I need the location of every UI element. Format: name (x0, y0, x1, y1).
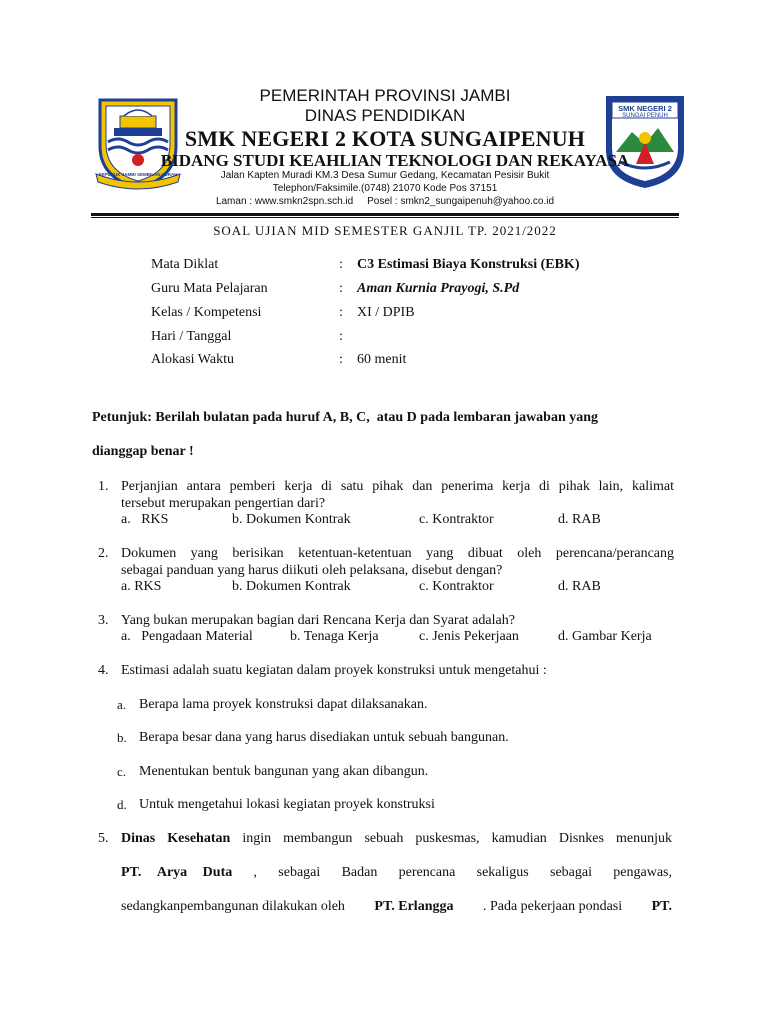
question-4-option-c[interactable]: Menentukan bentuk bangunan yang akan dibangun. (139, 764, 429, 779)
info-label: Alokasi Waktu (151, 352, 234, 367)
left-logo-ribbon: SEPUCUK JAMBI SEMBILAN LURAH (98, 172, 178, 177)
question-1-option-d[interactable]: d. RAB (558, 512, 601, 527)
info-label: Guru Mata Pelajaran (151, 281, 268, 296)
question-3-option-b[interactable]: b. Tenaga Kerja (290, 629, 379, 644)
question-5-contractor: PT. Erlangga (374, 899, 454, 914)
question-3-option-d[interactable]: d. Gambar Kerja (558, 629, 652, 644)
header-divider-thin (91, 217, 679, 218)
question-4-option-c-letter: c. (117, 764, 127, 779)
info-colon: : (339, 281, 343, 296)
info-colon: : (339, 257, 343, 272)
question-1-option-b[interactable]: b. Dokumen Kontrak (232, 512, 351, 527)
header-address: Jalan Kapten Muradi KM.3 Desa Sumur Gedang, Kecamatan Pesisir Bukit (220, 170, 550, 181)
info-row-teacher (151, 281, 631, 301)
exam-title: SOAL UJIAN MID SEMESTER GANJIL TP. 2021/2022 (213, 223, 557, 238)
question-5-planner: PT. Arya Duta (121, 865, 233, 880)
question-4-option-a[interactable]: Berapa lama proyek konstruksi dapat dilaksanakan. (139, 697, 428, 712)
question-5-number: 5. (98, 831, 109, 846)
question-4-option-d-letter: d. (117, 797, 127, 812)
instructions-line-2: dianggap benar ! (92, 444, 194, 459)
question-4-text-line-1: Estimasi adalah suatu kegiatan dalam proyek konstruksi untuk mengetahui : (121, 663, 547, 678)
question-1-option-a[interactable]: a. RKS (121, 512, 169, 527)
question-2-option-a[interactable]: a. RKS (121, 579, 162, 594)
info-value-duration: 60 menit (357, 352, 407, 367)
info-table (151, 257, 631, 377)
question-5-agency: Dinas Kesehatan (121, 831, 231, 846)
question-5-text-line-1 (121, 830, 672, 847)
question-4-option-a-letter: a. (117, 697, 127, 712)
question-2-number: 2. (98, 546, 109, 561)
right-logo-top-label: SMK NEGERI 2 (618, 104, 672, 113)
question-1-text-line-2: tersebut merupakan pengertian dari? (121, 496, 326, 511)
question-1-number: 1. (98, 479, 109, 494)
question-1-option-c[interactable]: c. Kontraktor (419, 512, 494, 527)
info-value-class: XI / DPIB (357, 305, 415, 320)
right-logo-sub-label: SUNGAI PENUH (622, 113, 668, 119)
question-3-option-a[interactable]: a. Pengadaan Material (121, 629, 253, 644)
question-5-text-part: ingin membangun sebuah puskesmas, kamudian Disnkes menunjuk (230, 831, 673, 846)
question-5-text-line-2: PT. Arya Duta , sebagai Badan perencana sekaligus sebagai pengawas, (121, 865, 672, 880)
question-4-option-d[interactable]: Untuk mengetahui lokasi kegiatan proyek konstruksi (139, 797, 435, 812)
question-2-option-d[interactable]: d. RAB (558, 579, 601, 594)
header-web: Laman : www.smkn2spn.sch.id Posel : smkn2_sungaipenuh@yahoo.co.id (215, 196, 555, 207)
question-5-text-part: sedangkanpembangunan dilakukan oleh (121, 899, 345, 914)
question-5-text-line-3 (121, 898, 672, 915)
question-2-text-line-2: sebagai panduan yang harus diikuti oleh pelaksana, disebut dengan? (121, 563, 503, 578)
header-line-1: PEMERINTAH PROVINSI JAMBI (259, 86, 511, 105)
question-2-option-c[interactable]: c. Kontraktor (419, 579, 494, 594)
info-colon: : (339, 352, 343, 367)
question-2-option-b[interactable]: b. Dokumen Kontrak (232, 579, 351, 594)
right-logo-year: 1965 (638, 172, 652, 178)
question-1-text-line-1: Perjanjian antara pemberi kerja di satu pihak dan penerima kerja di pihak lain, kalimat (121, 479, 674, 494)
field-of-study: BIDANG STUDI KEAHLIAN TEKNOLOGI DAN REKAYASA (160, 151, 630, 170)
info-value-teacher: Aman Kurnia Prayogi, S.Pd (357, 281, 520, 296)
info-label: Mata Diklat (151, 257, 219, 272)
question-3-text-line-1: Yang bukan merupakan bagian dari Rencana Kerja dan Syarat adalah? (121, 613, 515, 628)
info-colon: : (339, 305, 343, 320)
question-4-number: 4. (98, 663, 109, 678)
info-row-duration (151, 352, 631, 372)
question-3-option-c[interactable]: c. Jenis Pekerjaan (419, 629, 519, 644)
question-3-number: 3. (98, 613, 109, 628)
question-4-option-b[interactable]: Berapa besar dana yang harus disediakan untuk sebuah bangunan. (139, 730, 509, 745)
question-5-text-part: . Pada pekerjaan pondasi (482, 899, 623, 914)
info-row-date (151, 329, 631, 349)
question-5-contractor-2: PT. (651, 899, 672, 914)
school-name: SMK NEGERI 2 KOTA SUNGAIPENUH (184, 126, 586, 151)
instructions-line-1: Petunjuk: Berilah bulatan pada huruf A, B, C, atau D pada lembaran jawaban yang (92, 410, 599, 425)
question-2-text-line-1: Dokumen yang berisikan ketentuan-ketentuan yang dibuat oleh perencana/perancang (121, 546, 674, 561)
question-5-text-part: , (253, 865, 258, 880)
header-line-2: DINAS PENDIDIKAN (304, 106, 466, 125)
header-divider (91, 213, 679, 216)
header-phone: Telephon/Faksimile.(0748) 21070 Kode Pos 37151 (272, 183, 498, 194)
info-label: Hari / Tanggal (151, 329, 232, 344)
question-4-option-b-letter: b. (117, 730, 127, 745)
info-colon: : (339, 329, 343, 344)
info-row-subject (151, 257, 631, 277)
info-row-class (151, 305, 631, 325)
info-value-subject: C3 Estimasi Biaya Konstruksi (EBK) (357, 257, 580, 272)
info-label: Kelas / Kompetensi (151, 305, 262, 320)
